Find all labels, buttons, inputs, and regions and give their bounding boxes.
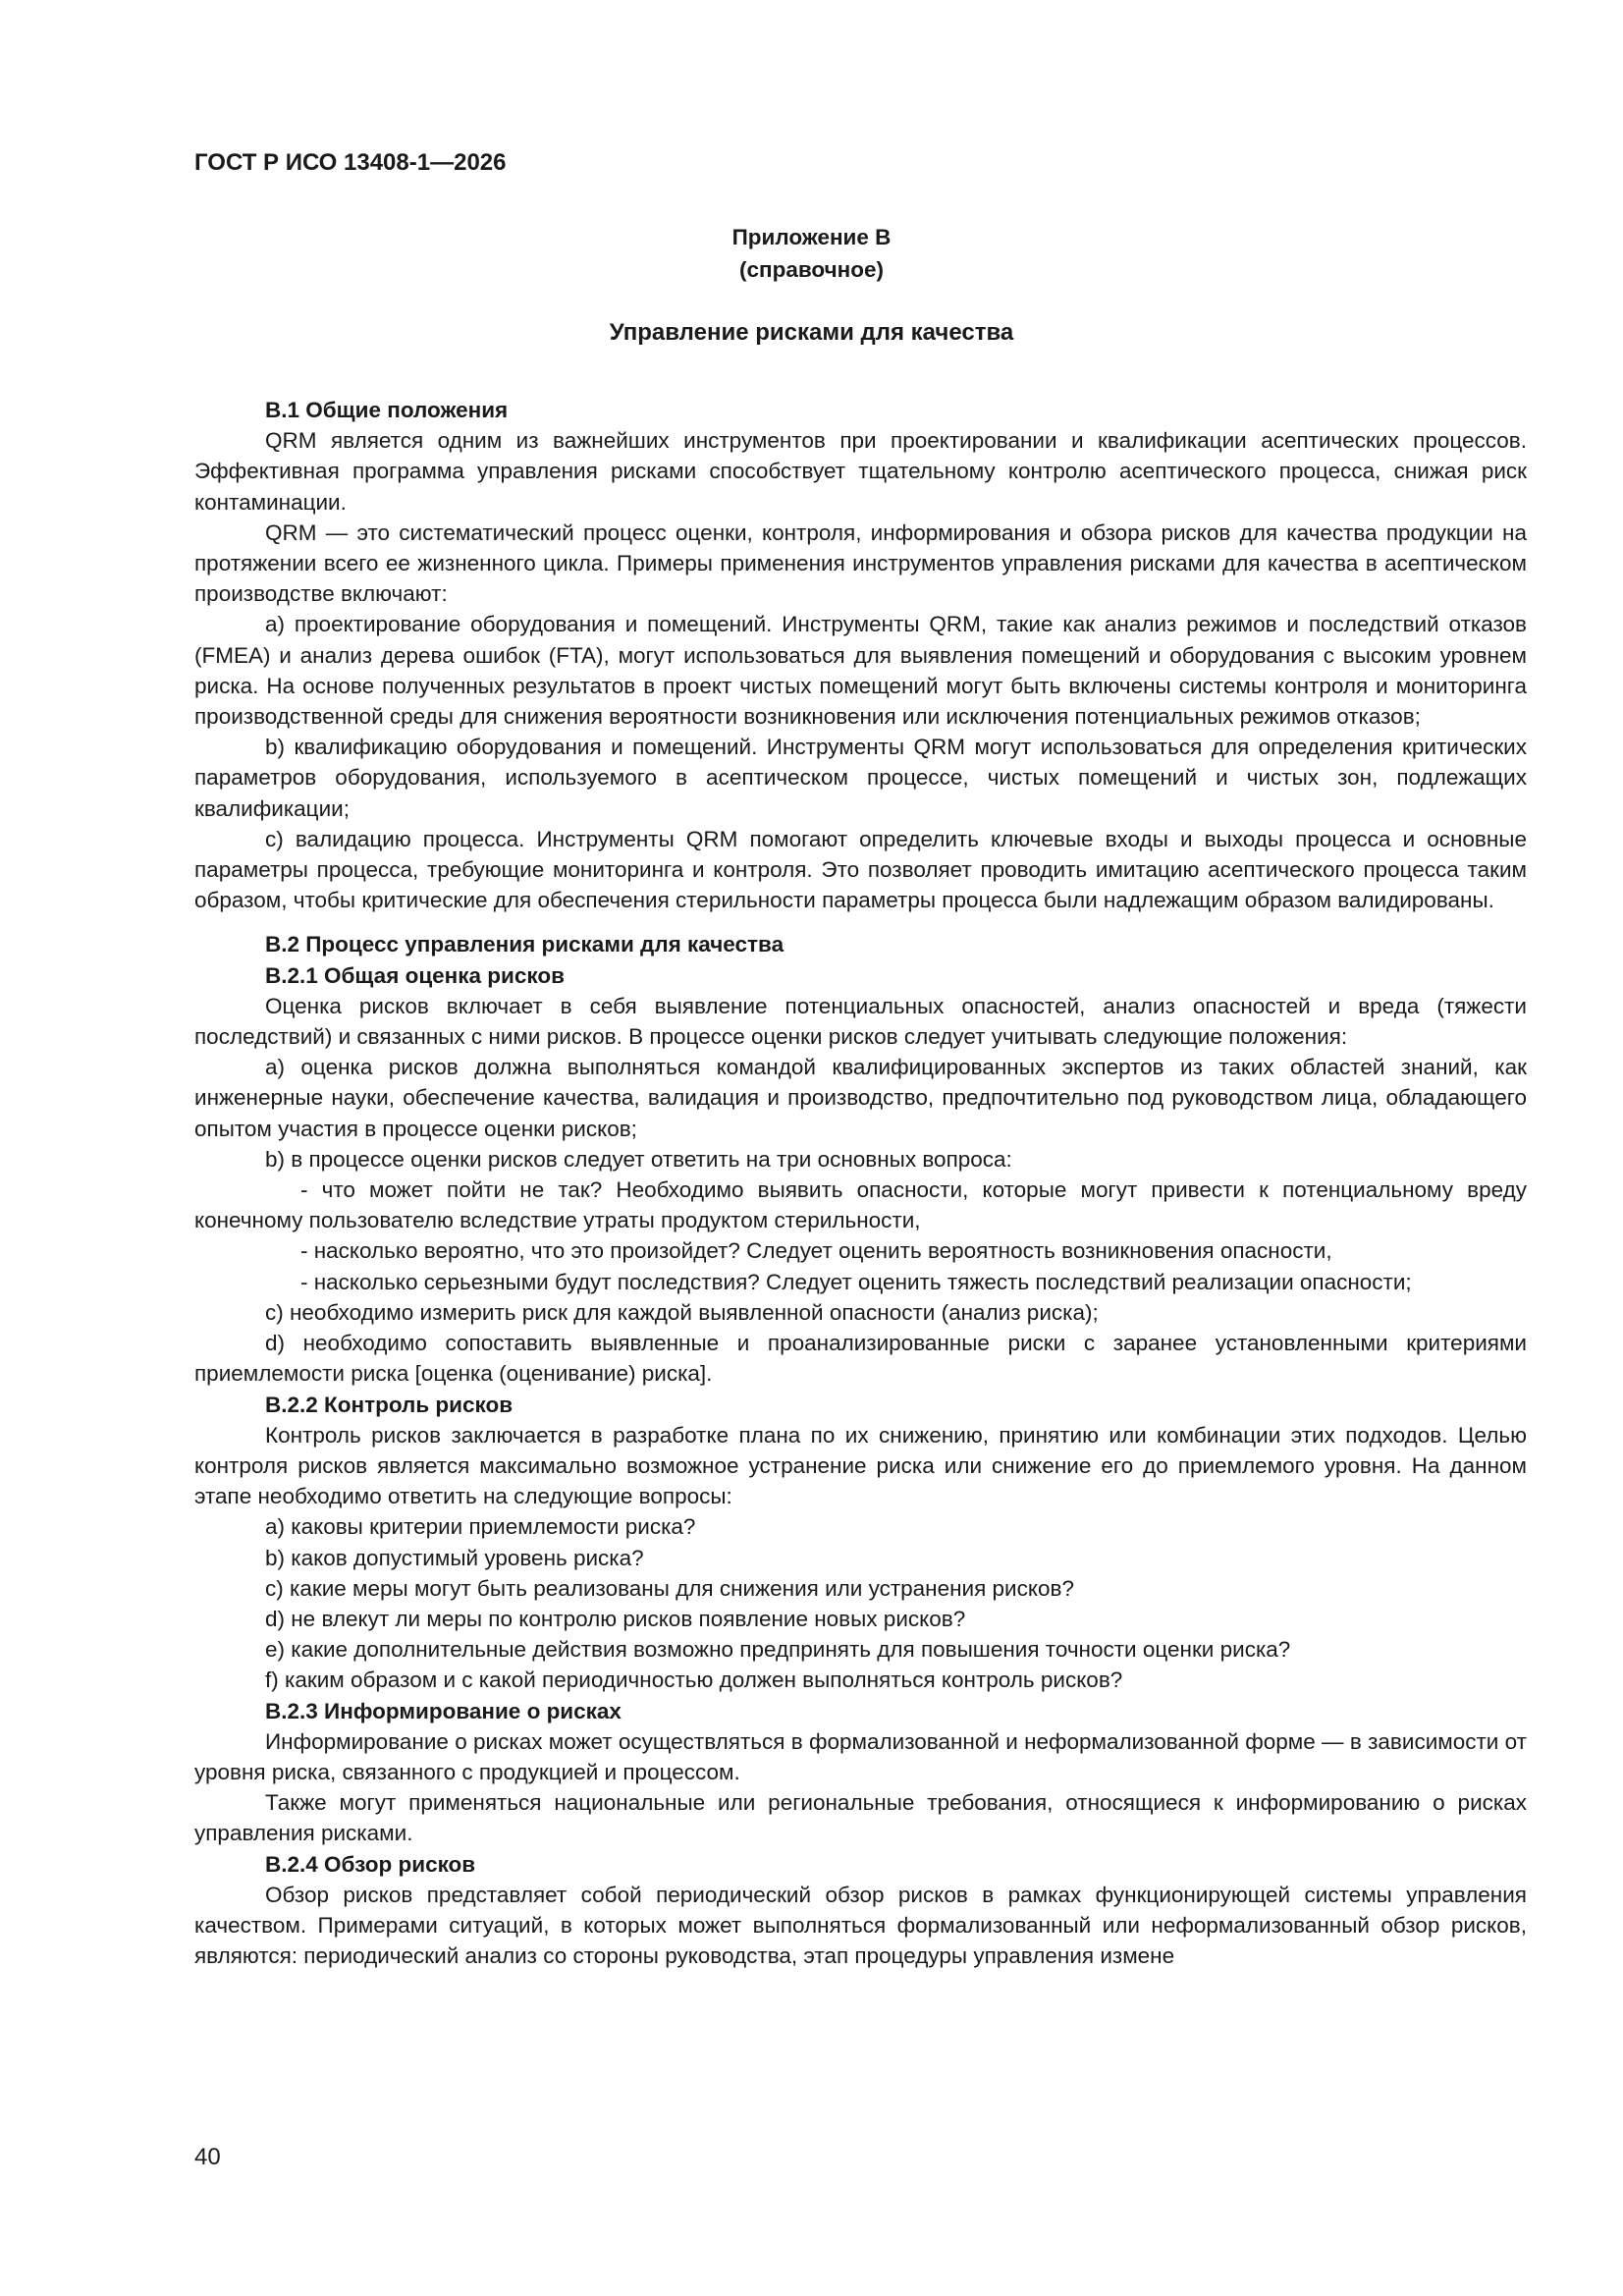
annex-heading: Управление рисками для качества xyxy=(609,319,1014,346)
paragraph: QRM — это систематический процесс оценки, контроля, информирования и обзора рисков для качества продукции на протяжении всего ее жизненного цикла. Примеры применения инструментов управления рисками для качества в асептическом производстве включают: xyxy=(194,519,1527,607)
paragraph: Также могут применяться национальные или региональные требования, относящиеся к информированию о рисках управления рисками. xyxy=(194,1790,1527,1846)
list-item: b) квалификацию оборудования и помещений. Инструменты QRM могут использоваться для определения критических параметров оборудования, используемого в асептическом процессе, чистых помещений и чистых зон, подлежащих квалификации; xyxy=(194,735,1527,821)
paragraph: Контроль рисков заключается в разработке плана по их снижению, принятию или комбинации этих подходов. Целью контроля рисков является максимально возможное устранение риска или снижение его до приемлемого уровня. На данном этапе необходимо ответить на следующие вопросы: xyxy=(194,1422,1527,1509)
section-heading-b2-3: В.2.3 Информирование о рисках xyxy=(265,1698,622,1723)
list-item: a) оценка рисков должна выполняться командой квалифицированных экспертов из таких областей знаний, как инженерные науки, обеспечение качества, валидация и производство, предпочтительно под руководством лица, обладающего опытом участия в процессе оценки рисков; xyxy=(194,1055,1527,1141)
list-item: d) необходимо сопоставить выявленные и проанализированные риски с заранее установленными критериями приемлемости риска [оценка (оценивание) риска]. xyxy=(194,1331,1527,1387)
section-heading-b2-2: В.2.2 Контроль рисков xyxy=(265,1392,514,1417)
section-heading-b1: В.1 Общие положения xyxy=(265,398,509,422)
page-number: 40 xyxy=(194,2144,221,2170)
section-heading-b2-4: В.2.4 Обзор рисков xyxy=(265,1851,476,1877)
list-item: a) каковы критерии приемлемости риска? xyxy=(265,1514,696,1540)
list-item: c) какие меры могут быть реализованы для снижения или устранения рисков? xyxy=(265,1575,1074,1601)
paragraph: Оценка рисков включает в себя выявление потенциальных опасностей, анализ опасностей и вреда (тяжести последствий) и связанных с ними рисков. В процессе оценки рисков следует учитывать следующие положения: xyxy=(194,993,1527,1050)
annex-title: Приложение В xyxy=(731,225,892,249)
sub-list-item: - насколько вероятно, что это произойдет? Следует оценить вероятность возникновения опасности, xyxy=(300,1238,1332,1264)
paragraph: Обзор рисков представляет собой периодический обзор рисков в рамках функционирующей системы управления качеством. Примерами ситуаций, в которых может выполняться формализованный или неформализованный обзор рисков, являются: периодический анализ со стороны руководства, этап процедуры управления измене xyxy=(194,1882,1527,1969)
list-item: c) валидацию процесса. Инструменты QRM помогают определить ключевые входы и выходы процесса и основные параметры процесса, требующие мониторинга и контроля. Это позволяет проводить имитацию асептического процесса таким образом, чтобы критические для обеспечения стерильности параметры процесса были надлежащим образом валидированы. xyxy=(194,826,1527,913)
section-heading-b2-1: В.2.1 Общая оценка рисков xyxy=(265,962,565,988)
document-body xyxy=(194,395,1527,1971)
sub-list-item: - что может пойти не так? Необходимо выявить опасности, которые могут привести к потенциальному вреду конечному пользователю вследствие утраты продуктом стерильности, xyxy=(194,1177,1527,1233)
list-item: d) не влекут ли меры по контролю рисков появление новых рисков? xyxy=(265,1606,966,1631)
section-heading-b2: В.2 Процесс управления рисками для качества xyxy=(265,932,784,957)
list-item: b) в процессе оценки рисков следует ответить на три основных вопроса: xyxy=(265,1146,1012,1172)
list-item: a) проектирование оборудования и помещений. Инструменты QRM, такие как анализ режимов и последствий отказов (FMEA) и анализ дерева ошибок (FTA), могут использоваться для выявления помещений и оборудования с высоким уровнем риска. На основе полученных результатов в проект чистых помещений могут быть включены системы контроля и мониторинга производственной среды для снижения вероятности возникновения или исключения потенциальных режимов отказов; xyxy=(194,612,1527,730)
list-item: c) необходимо измерить риск для каждой выявленной опасности (анализ риска); xyxy=(265,1299,1099,1325)
list-item: e) какие дополнительные действия возможно предпринять для повышения точности оценки риска? xyxy=(265,1637,1291,1663)
annex-type: (справочное) xyxy=(739,257,884,282)
paragraph: Информирование о рисках может осуществляться в формализованной и неформализованной форме — в зависимости от уровня риска, связанного с продукцией и процессом. xyxy=(194,1728,1527,1784)
sub-list-item: - насколько серьезными будут последствия? Следует оценить тяжесть последствий реализации опасности; xyxy=(300,1269,1412,1294)
document-id: ГОСТ Р ИСО 13408-1—2026 xyxy=(194,149,507,176)
paragraph: QRM является одним из важнейших инструментов при проектировании и квалификации асептических процессов. Эффективная программа управления рисками способствует тщательному контролю асептического процесса, снижая риск контаминации. xyxy=(194,428,1527,515)
list-item: f) каким образом и с какой периодичностью должен выполняться контроль рисков? xyxy=(265,1667,1123,1693)
list-item: b) каков допустимый уровень риска? xyxy=(265,1545,644,1570)
